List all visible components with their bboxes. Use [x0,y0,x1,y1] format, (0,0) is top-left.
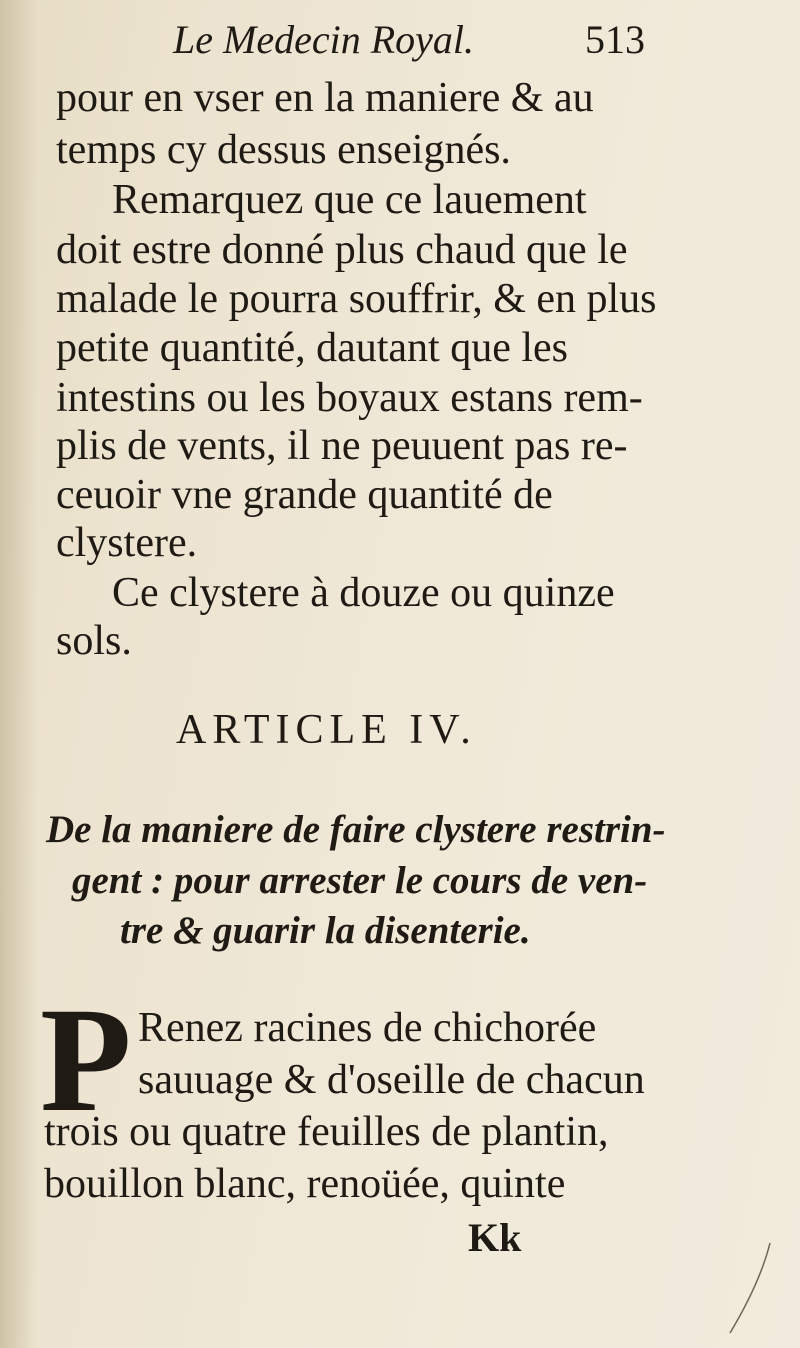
text-line: doit estre donné plus chaud que le [56,227,628,273]
text-line: Remarquez que ce lauement [112,177,587,223]
text-line: plis de vents, il ne peuuent pas re- [56,423,628,469]
text-line: pour en vser en la maniere & au [56,75,594,121]
text-line: bouillon blanc, renoüée, quinte [44,1161,566,1207]
drop-cap: P [40,977,132,1143]
article-subtitle-line: gent : pour arrester le cours de ven- [72,859,648,902]
article-subtitle-line: De la maniere de faire clystere restrin- [46,808,666,851]
article-heading: ARTICLE IV. [176,707,477,753]
signature-mark: Kk [468,1215,522,1260]
paper-scratch-mark [710,1238,780,1338]
binding-shadow [0,0,38,1348]
text-line: clystere. [56,520,198,566]
text-line: sols. [56,618,132,664]
text-line: temps cy dessus enseignés. [56,127,511,173]
text-line: malade le pourra souffrir, & en plus [56,276,657,322]
text-line: intestins ou les boyaux estans rem- [56,375,643,421]
page-header [0,8,800,68]
text-line: trois ou quatre feuilles de plantin, [44,1109,609,1155]
text-line: Ce clystere à douze ou quinze [112,570,615,616]
page-number: 513 [585,17,645,62]
running-title: Le Medecin Royal. [173,17,474,62]
article-subtitle-line: tre & guarir la disenterie. [120,909,531,952]
text-line: ceuoir vne grande quantité de [56,472,553,518]
text-line: petite quantité, dautant que les [56,325,568,371]
text-line: Renez racines de chichorée [138,1005,597,1051]
text-line: sauuage & d'oseille de chacun [138,1057,645,1103]
